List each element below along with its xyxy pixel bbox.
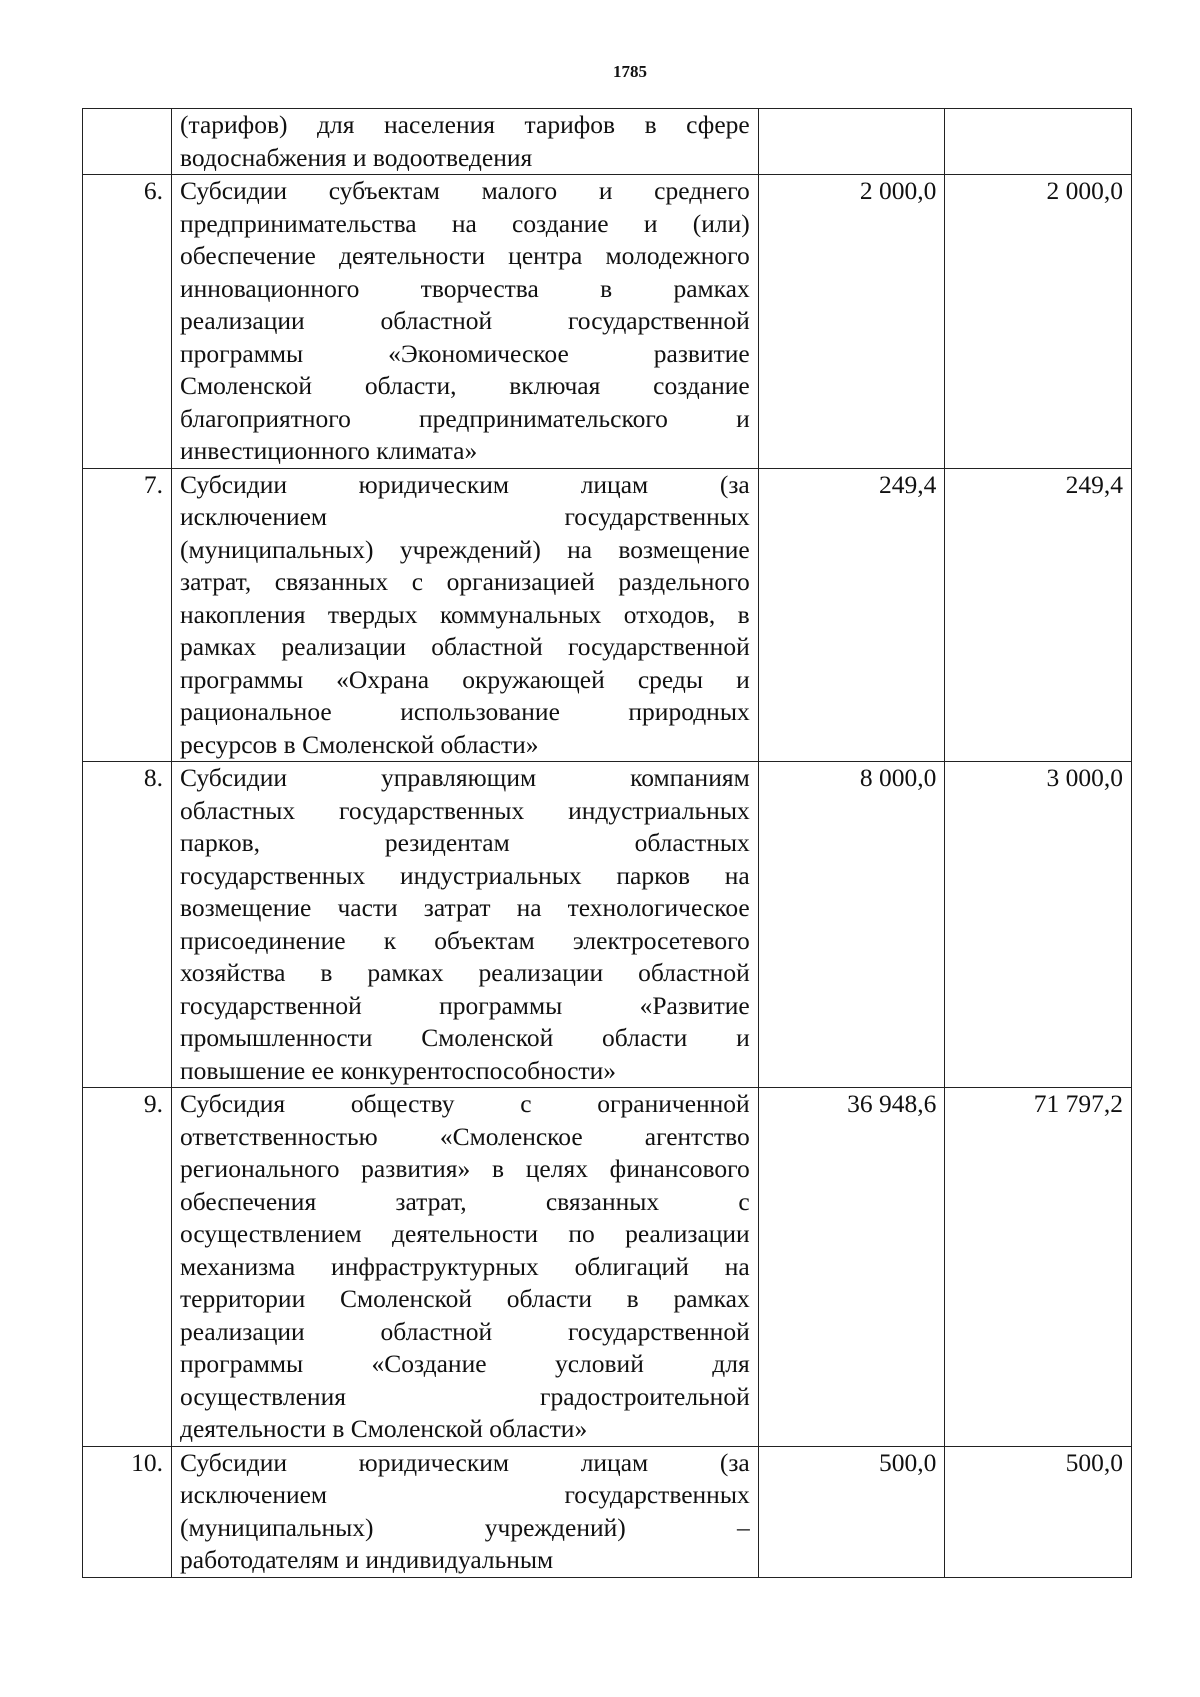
row-description: [172, 468, 759, 762]
description-line: Субсидии субъектам малого и среднего: [180, 176, 750, 205]
description-line: государственных индустриальных парков на: [180, 860, 750, 890]
description-line: Смоленской области, включая создание: [180, 371, 750, 400]
description-line: государственной программы «Развитие: [180, 990, 750, 1020]
description-line: деятельности в Смоленской области»: [180, 1414, 588, 1443]
description-line: водоснабжения и водоотведения: [180, 142, 533, 172]
description-line: работодателям и индивидуальным: [180, 1545, 554, 1574]
description-line: Субсидии юридическим лицам (за: [180, 1447, 750, 1477]
description-line: осуществления градостроительной: [180, 1381, 750, 1411]
row-number: 6.: [83, 175, 172, 469]
description-line: Субсидии управляющим компаниям: [180, 763, 750, 792]
description-line: осуществлением деятельности по реализации: [180, 1219, 750, 1248]
amount-col-1: 2 000,0: [758, 175, 945, 469]
description-line: Субсидии юридическим лицам (за: [180, 469, 750, 499]
description-line: рациональное использование природных: [180, 697, 750, 726]
amount-col-1: [758, 109, 945, 175]
table-row: [83, 109, 1132, 175]
subsidies-table: [82, 108, 1132, 1578]
description-line: рамках реализации областной государственной: [180, 632, 750, 661]
description-line: возмещение части затрат на технологическое: [180, 893, 750, 922]
amount-col-2: [945, 109, 1132, 175]
amount-col-2: 2 000,0: [945, 175, 1132, 469]
description-line: ресурсов в Смоленской области»: [180, 729, 539, 759]
description-line: программы «Охрана окружающей среды и: [180, 664, 750, 694]
description-line: исключением государственных: [180, 1480, 750, 1509]
description-line: инновационного творчества в рамках: [180, 273, 750, 303]
row-description: [172, 1088, 759, 1447]
description-line: повышение ее конкурентоспособности»: [180, 1055, 616, 1085]
description-line: реализации областной государственной: [180, 1316, 750, 1346]
description-line: промышленности Смоленской области и: [180, 1023, 750, 1052]
table-row: [83, 1446, 1132, 1577]
description-line: (муниципальных) учреждений) –: [180, 1512, 750, 1542]
table-body: [83, 109, 1132, 1578]
description-line: (тарифов) для населения тарифов в сфере: [180, 110, 750, 139]
description-line: исключением государственных: [180, 502, 750, 531]
description-line: областных государственных индустриальных: [180, 795, 750, 825]
description-line: накопления твердых коммунальных отходов, в: [180, 599, 750, 629]
description-line: обеспечения затрат, связанных с: [180, 1186, 750, 1216]
description-line: предпринимательства на создание и (или): [180, 208, 750, 238]
page-number: 1785: [613, 62, 647, 81]
row-number: [83, 109, 172, 175]
amount-col-1: 249,4: [758, 468, 945, 762]
description-line: реализации областной государственной: [180, 306, 750, 335]
description-line: Субсидия обществу с ограниченной: [180, 1089, 750, 1118]
amount-col-1: 36 948,6: [758, 1088, 945, 1447]
description-line: регионального развития» в целях финансового: [180, 1154, 750, 1183]
description-line: механизма инфраструктурных облигаций на: [180, 1251, 750, 1281]
description-line: присоединение к объектам электросетевого: [180, 925, 750, 955]
row-description: [172, 175, 759, 469]
amount-col-2: 71 797,2: [945, 1088, 1132, 1447]
table-row: [83, 1088, 1132, 1447]
amount-col-1: 8 000,0: [758, 762, 945, 1088]
description-line: (муниципальных) учреждений) на возмещение: [180, 534, 750, 564]
description-line: инвестиционного климата»: [180, 436, 478, 465]
amount-col-2: 249,4: [945, 468, 1132, 762]
description-line: парков, резидентам областных: [180, 828, 750, 857]
description-line: территории Смоленской области в рамках: [180, 1284, 750, 1313]
amount-col-2: 500,0: [945, 1446, 1132, 1577]
row-description: [172, 1446, 759, 1577]
row-number: 9.: [83, 1088, 172, 1447]
description-line: обеспечение деятельности центра молодежного: [180, 241, 750, 270]
amount-col-2: 3 000,0: [945, 762, 1132, 1088]
row-description: [172, 109, 759, 175]
table-row: [83, 762, 1132, 1088]
description-line: хозяйства в рамках реализации областной: [180, 958, 750, 987]
row-number: 7.: [83, 468, 172, 762]
amount-col-1: 500,0: [758, 1446, 945, 1577]
description-line: программы «Создание условий для: [180, 1349, 750, 1378]
row-number: 10.: [83, 1446, 172, 1577]
table-row: [83, 468, 1132, 762]
row-number: 8.: [83, 762, 172, 1088]
description-line: программы «Экономическое развитие: [180, 338, 750, 368]
description-line: благоприятного предпринимательского и: [180, 403, 750, 433]
description-line: затрат, связанных с организацией раздельного: [180, 567, 750, 596]
row-description: [172, 762, 759, 1088]
table-row: [83, 175, 1132, 469]
description-line: ответственностью «Смоленское агентство: [180, 1121, 750, 1151]
